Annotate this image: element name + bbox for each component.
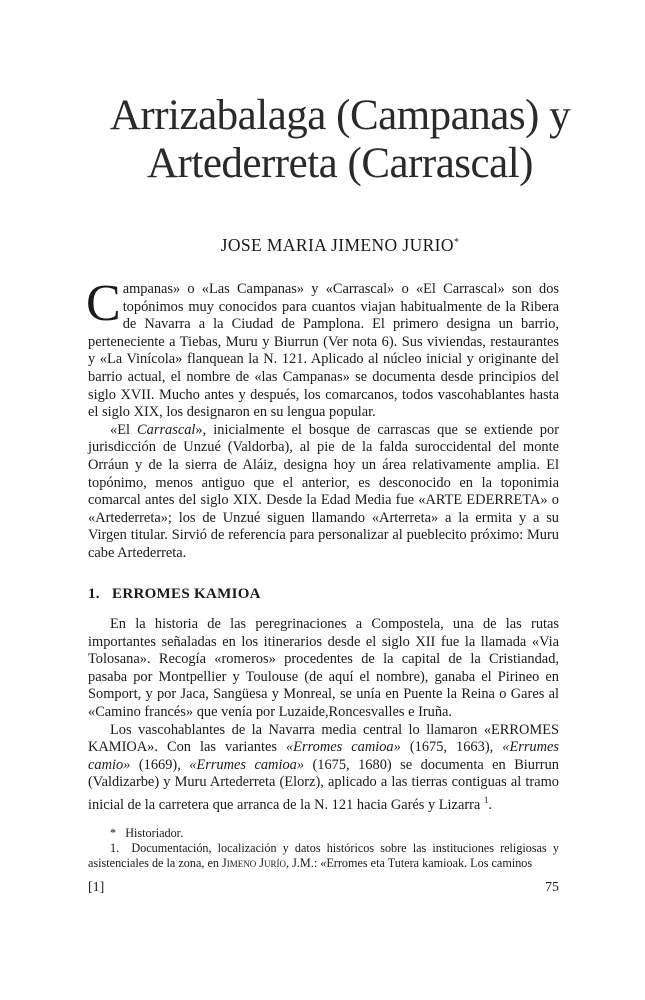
page-footer-left: [1] (88, 880, 105, 895)
section-1-paragraph-1: En la historia de las peregrinaciones a Compostela, una de las rutas importantes señaladas en los itinerarios desde el siglo XII fue la llamada «Via Tolosana». Recogía «romeros» procedentes de la capital de la Cristiandad, pasaba por Montpellier y Toulouse (de aquí el nombre), ganaba el Pirineo en Somport, y por Jaca, Sangüesa y Monreal, se unía en Puente la Reina o Gares al «Camino francés» que venía por Luzaide,Roncesvalles e Iruña. (88, 616, 559, 720)
footnote-1 (88, 841, 559, 871)
intro-paragraph-2 (88, 422, 559, 563)
footnote-1-number: 1. (110, 841, 120, 855)
s1-p2-emphasis-2: «Errumes camio» (88, 739, 560, 773)
page-number: 75 (545, 880, 559, 895)
s1-p2-emphasis-1: «Erromes camioa» (285, 739, 401, 756)
intro-section (86, 275, 559, 563)
footnote-star (88, 826, 559, 841)
footnote-1-part-b: , J.M.: «Erromes eta Tutera kamioak. Los caminos (286, 856, 533, 870)
intro-p2-part-a: «El (110, 421, 138, 438)
intro-paragraph-1-text: ampanas» o «Las Campanas» y «Carrascal» o «El Carrascal» son dos topónimos muy conocidos para cuantos viajan habitualmente de la Ribera de Navarra a la Ciudad de Pamplona. El primero designa un barrio, perteneciente a Tiebas, Muru y Biurrun (Ver nota 6). Sus viviendas, restaurantes y «La Vinícola» flanquean la N. 121. Aplicado al núcleo inicial y originante del barrio actual, el nombre de «las Campanas» se documenta desde principios del siglo XVII. Mucho antes y después, los comarcanos, todos vascohablantes hasta el siglo XIX, los designaron en su lengua popular. (88, 281, 559, 421)
s1-p2-end: . (488, 796, 493, 813)
title-line-1: Arrizabalaga (Campanas) y (109, 92, 571, 139)
section-heading (88, 586, 559, 603)
footnote-1-part-a: Documentación, localización y datos históricos sobre las instituciones religiosas y asistenciales de la zona, en (88, 841, 559, 870)
author-name (60, 235, 620, 256)
intro-p2-part-b: », inicialmente el bosque de carrascas que se extiende por jurisdicción de Unzué (Valdorba), al pie de la falda suroccidental del monte Orráun y de la sierra de Aláiz, designa hoy un área relativamente amplia. El topónimo, menos antiguo que el anterior, es desconocido en la toponimia comarcal antes del siglo XIX. Desde la Edad Media fue «ARTE EDERRETA» o «Artederreta»; los de Unzué siguen llamando «Arterreta» a la ermita y a su Virgen titular. Sirvió de referencia para personalizar al pueblecito próximo: Muru cabe Artederreta. (88, 421, 559, 561)
drop-cap: C (86, 275, 121, 332)
footnote-ref-1: 1 (483, 794, 489, 805)
footnote-1-author: Jimeno Jurío (222, 856, 287, 870)
footnote-star-text: Historiador. (125, 826, 184, 840)
author-footnote-mark: * (453, 237, 460, 248)
footnote-star-mark: * (110, 826, 117, 840)
footnotes (88, 826, 559, 871)
intro-p2-emphasis: Carrascal (137, 421, 196, 438)
title-line-2: Artederreta (Carrascal) (147, 140, 533, 187)
s1-p2-part-c: (1669), (130, 756, 190, 773)
s1-p2-part-b: (1675, 1663), (400, 739, 503, 756)
s1-p2-part-a: Los vascohablantes de la Navarra media central lo llamaron «ERROMES KAMIOA». Con las variantes (88, 721, 559, 756)
s1-p2-emphasis-3: «Errumes camioa» (189, 756, 305, 773)
s1-p2-part-d: (1675, 1680) se documenta en Biurrun (Valdizarbe) y Muru Artederreta (Elorz), aplicado a las tierras contiguas al tramo inicial de la carretera que arranca de la N. 121 hacia Garés y Lizarra (88, 756, 559, 813)
section-1-paragraph-2 (88, 722, 559, 815)
section-title: ERROMES KAMIOA (112, 586, 261, 602)
article-title (60, 92, 620, 188)
section-1 (88, 586, 559, 603)
section-1-body (88, 616, 559, 814)
intro-paragraph-1 (86, 275, 559, 422)
section-number: 1. (88, 586, 100, 602)
author-text: JOSE MARIA JIMENO JURIO (220, 235, 454, 255)
